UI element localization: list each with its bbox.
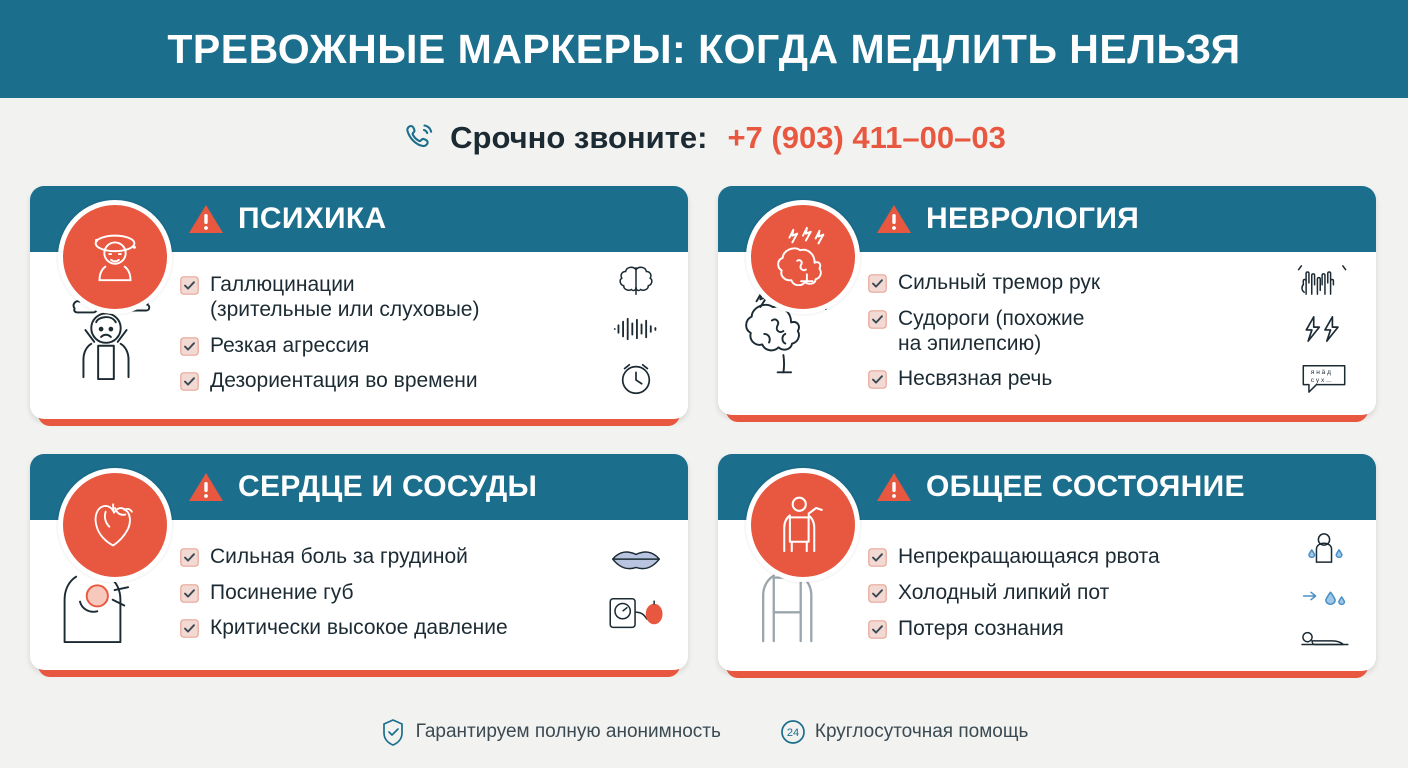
warning-triangle-icon bbox=[188, 203, 224, 235]
list-item-label bbox=[210, 273, 479, 323]
list-item-label: Непрекращающаяся рвота bbox=[898, 545, 1160, 569]
check-icon bbox=[180, 619, 199, 638]
card-title: ПСИХИКА bbox=[238, 202, 387, 235]
check-icon bbox=[180, 584, 199, 603]
check-icon bbox=[180, 548, 199, 567]
side-icons-neurology bbox=[1282, 264, 1366, 399]
footer-item-24h bbox=[779, 718, 1028, 746]
side-icons-general bbox=[1282, 532, 1366, 655]
check-icon bbox=[180, 337, 199, 356]
footer-item-anonymity bbox=[380, 718, 721, 746]
water-drops-icon bbox=[1298, 583, 1350, 614]
bullet-list-neurology bbox=[868, 271, 1282, 392]
card-title: ОБЩЕЕ СОСТОЯНИЕ bbox=[926, 470, 1245, 503]
check-icon bbox=[868, 370, 887, 389]
warning-triangle-icon bbox=[876, 471, 912, 503]
bullet-list-heart bbox=[180, 545, 594, 641]
list-item-line2: (зрительные или слуховые) bbox=[210, 297, 480, 321]
list-item bbox=[180, 334, 594, 359]
list-item-label: Дезориентация во времени bbox=[210, 369, 478, 393]
list-item bbox=[868, 307, 1282, 357]
phone-label: Срочно звоните: bbox=[450, 120, 708, 155]
blue-lips-icon bbox=[607, 546, 665, 579]
list-item-line2: на эпилепсию) bbox=[898, 331, 1042, 355]
heart-icon bbox=[85, 493, 145, 558]
page-title: ТРЕВОЖНЫЕ МАРКЕРЫ: КОГДА МЕДЛИТЬ НЕЛЬЗЯ bbox=[167, 25, 1241, 72]
list-item-line1: Галлюцинации bbox=[210, 272, 355, 296]
list-item-label: Потеря сознания bbox=[898, 616, 1064, 640]
list-item-label: Сильный тремор рук bbox=[898, 270, 1101, 294]
list-item-label: Холодный липкий пот bbox=[898, 581, 1110, 605]
badge-neurology bbox=[746, 200, 860, 314]
card-title: СЕРДЦЕ И СОСУДЫ bbox=[238, 470, 538, 503]
list-item-label: Резкая агрессия bbox=[210, 333, 370, 357]
card-general bbox=[718, 454, 1376, 671]
phone-callout bbox=[0, 112, 1408, 164]
shaking-hands-icon bbox=[1295, 264, 1353, 301]
badge-psyche bbox=[58, 200, 172, 314]
24h-icon bbox=[779, 718, 805, 746]
side-icons-psyche bbox=[594, 264, 678, 403]
check-icon bbox=[868, 310, 887, 329]
check-icon bbox=[868, 584, 887, 603]
list-item bbox=[180, 273, 594, 323]
clock-icon bbox=[616, 360, 656, 403]
lying-person-icon bbox=[1294, 628, 1354, 655]
sound-wave-icon bbox=[610, 317, 662, 346]
list-item-label: Посинение губ bbox=[210, 580, 354, 604]
list-item bbox=[868, 271, 1282, 296]
card-psyche bbox=[30, 186, 688, 419]
page-footer bbox=[0, 718, 1408, 746]
check-icon bbox=[868, 548, 887, 567]
card-title: НЕВРОЛОГИЯ bbox=[926, 202, 1140, 235]
svg-text:24: 24 bbox=[786, 727, 800, 739]
card-neurology bbox=[718, 186, 1376, 415]
list-item bbox=[868, 581, 1282, 606]
lightning-icon bbox=[1301, 315, 1347, 348]
list-item-label bbox=[898, 307, 1084, 357]
card-heart bbox=[30, 454, 688, 670]
brain-icon bbox=[612, 264, 660, 303]
list-item bbox=[868, 617, 1282, 642]
blood-pressure-cuff-icon bbox=[605, 593, 667, 640]
check-icon bbox=[868, 274, 887, 293]
list-item bbox=[868, 367, 1282, 392]
person-nausea-icon bbox=[773, 493, 833, 558]
list-item bbox=[180, 581, 594, 606]
check-icon bbox=[868, 620, 887, 639]
dizzy-head-icon bbox=[84, 224, 146, 291]
list-item bbox=[180, 545, 594, 570]
phone-number[interactable]: +7 (903) 411–00–03 bbox=[727, 120, 1006, 155]
list-item-label: Несвязная речь bbox=[898, 367, 1053, 391]
page-header bbox=[0, 0, 1408, 98]
list-item bbox=[180, 369, 594, 394]
badge-heart bbox=[58, 468, 172, 582]
warning-triangle-icon bbox=[188, 471, 224, 503]
svg-text:с у х ...: с у х ... bbox=[1310, 376, 1332, 384]
bullet-list-psyche bbox=[180, 273, 594, 394]
sweating-person-icon bbox=[1298, 532, 1350, 569]
check-icon bbox=[180, 372, 199, 391]
footer-label: Круглосуточная помощь bbox=[814, 721, 1029, 742]
svg-text:я н ä д: я н ä д bbox=[1310, 369, 1332, 377]
garbled-speech-icon bbox=[1298, 362, 1350, 399]
warning-triangle-icon bbox=[876, 203, 912, 235]
footer-label: Гарантируем полную анонимность bbox=[415, 721, 721, 742]
badge-general bbox=[746, 468, 860, 582]
check-icon bbox=[180, 276, 199, 295]
list-item-label: Сильная боль за грудиной bbox=[210, 544, 468, 568]
list-item-label: Критически высокое давление bbox=[210, 616, 508, 640]
list-item bbox=[868, 545, 1282, 570]
brain-lightning-icon bbox=[772, 224, 834, 291]
list-item-line1: Судороги (похожие bbox=[898, 306, 1085, 330]
shield-icon bbox=[380, 718, 406, 746]
bullet-list-general bbox=[868, 545, 1282, 641]
list-item bbox=[180, 616, 594, 641]
phone-ring-icon bbox=[402, 121, 436, 155]
side-icons-heart bbox=[594, 546, 678, 640]
